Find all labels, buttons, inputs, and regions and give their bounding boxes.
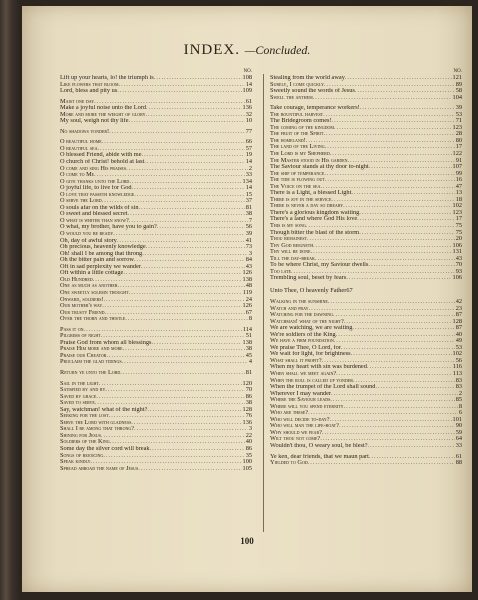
entry-page-number: 47 [455,183,462,190]
entry-title: O what, my brother, have you to gain? [60,224,157,231]
entry-page-number: 40 [245,439,252,446]
entry-title: O church of Christ! behold at last [60,159,145,166]
leader-dots [129,118,245,125]
entry-title: Surely, I come quickly [270,81,324,88]
title-subtitle: —Concluded. [244,43,311,57]
entry-title: Oh precious, heavenly knowledge [60,244,146,251]
leader-dots [117,88,241,95]
entry-title: The Saviour stands at thy door to-night [270,164,369,171]
entry-title: O come to Me [60,172,95,179]
index-entry [270,286,462,295]
entry-page-number: 107 [452,164,462,171]
entry-title: Yielded to God [270,460,308,467]
entry-page-number: 131 [452,249,462,256]
entry-title: There's a land where God His love [270,216,358,223]
entry-page-number: 108 [242,75,252,81]
entry-page-number: 134 [242,178,252,185]
entry-title: The Lord is my Shepherd [270,151,330,158]
index-page [22,6,472,592]
entry-page-number: 23 [455,305,462,312]
entry-title: Make a joyful noise unto the Lord [60,105,147,112]
entry-title: Who are these? [270,410,309,417]
entry-title: Like flowers that bloom [60,81,119,88]
entry-title: Our mother's way [60,303,103,310]
entry-title: Pass it on [60,326,84,333]
entry-title: Praise our Creator [60,352,107,359]
entry-title: There is a Light, a blessed Light [270,190,352,197]
entry-title: Where will you spend eternity [270,403,344,410]
entry-page-number: 80 [455,137,462,144]
entry-page-number: 2 [458,390,462,397]
entry-page-number: 40 [455,331,462,338]
entry-page-number: 17 [455,144,462,151]
entry-title: Praise Him more and more [60,346,123,353]
entry-page-number: 81 [245,369,252,376]
entry-title: Over the thorn and thistle [60,316,126,323]
entry-title: The Master stood in His garden [270,157,348,164]
entry-title: The Bridegroom comes! [270,118,332,125]
entry-page-number: 14 [245,159,252,166]
entry-page-number: 116 [452,364,462,371]
entry-title: Wherever I may wander [270,390,332,397]
index-entry [60,118,252,125]
entry-page-number: 33 [455,442,462,449]
entry-title: Oh the bitter pain and sorrow [60,257,134,264]
entry-page-number: 56 [455,357,462,364]
entry-page-number: 64 [455,436,462,443]
entry-page-number: 61 [455,453,462,460]
entry-page-number: 75 [455,229,462,236]
entry-title: No shadows yonder! [60,128,110,135]
entry-page-number: 7 [248,217,252,224]
entry-page-number: 8 [248,316,252,323]
entry-page-number: 128 [452,318,462,325]
entry-page-number: 67 [346,286,353,294]
index-entry [270,275,462,282]
entry-page-number: 32 [245,111,252,118]
entry-page-number: 114 [242,326,252,333]
entry-title: O joyful life, to live for God [60,185,132,192]
leader-dots [109,129,245,136]
entry-title: When my heart with sin was burdened [270,364,367,371]
leader-dots [125,316,248,323]
entry-title: The tide is flowing out [270,177,325,184]
entry-title: Lord, bless and pity us [60,88,118,95]
title-text: INDEX. [183,42,240,58]
entry-page-number: 39 [245,231,252,238]
entry-title: When shall we meet again? [270,370,337,377]
entry-title: What shall it profit? [270,357,322,364]
entry-title: The bountiful harvest [270,111,324,118]
entry-title: The fruit of the Spirit [270,131,324,138]
entry-page-number: 58 [455,88,462,95]
entry-page-number: 126 [242,303,252,310]
entry-page-number: 49 [455,338,462,345]
entry-page-number: 70 [245,387,252,394]
entry-page-number: 87 [455,312,462,319]
entry-page-number: 67 [245,309,252,316]
entry-title: Shall I be among that throng? [60,426,135,433]
entry-title: Speak kindly [60,459,91,466]
entry-title: Take courage, temperance workers! [270,105,360,112]
entry-title: Sweetly sound the words of Jesus [270,88,355,95]
leader-dots [138,466,241,473]
entry-page-number: 106 [452,242,462,249]
entry-title: More and more the weight of glory [60,111,146,118]
entry-title: This is my song [270,223,306,230]
entry-page-number: 113 [452,370,462,377]
entry-page-number: 85 [455,397,462,404]
entry-title: Return ye unto the Lord [60,369,121,376]
entry-page-number: 53 [455,111,462,118]
index-entry [60,370,252,377]
entry-title: Why should we fear? [270,429,322,436]
entry-page-number: 4 [248,359,252,366]
entry-page-number: 59 [455,429,462,436]
entry-title: Spread abroad the name of Jesus [60,465,139,472]
entry-title: We wait for light, for brightness [270,351,351,358]
entry-page-number: 128 [242,406,252,413]
entry-title: To be where Christ, my Saviour dwells [270,262,369,269]
entry-page-number: 105 [242,465,252,472]
entry-page-number: 41 [245,237,252,244]
entry-page-number: 22 [245,432,252,439]
entry-title: O beautiful sea [60,145,98,152]
entry-page-number: 106 [452,275,462,282]
entry-title: There is joy in the service [270,196,332,203]
entry-title: Wouldn't thou, O weary soul, be blest? [270,442,368,449]
entry-title: Walking in the sunshine [270,298,328,305]
entry-page-number: 70 [455,262,462,269]
entry-title: My soul, weigh not thy life [60,118,129,125]
entry-page-number: 10 [245,118,252,125]
entry-page-number: 83 [455,377,462,384]
index-entry [270,95,462,102]
entry-page-number: 109 [242,88,252,95]
entry-page-number: 39 [455,105,462,112]
entry-title: Watching for the dawning [270,312,334,319]
entry-title: Who will decide to-day? [270,416,330,423]
entry-title: One as much as another [60,283,118,290]
entry-title: There's a glorious kingdom waiting [270,209,360,216]
entry-title: We are watching, we are waiting [270,325,353,332]
leader-dots [122,359,248,366]
entry-page-number: 53 [455,344,462,351]
index-column-right [270,68,462,467]
entry-page-number: 93 [455,268,462,275]
entry-title: Serve the Lord with gladness [60,419,132,426]
entry-title: Oft within a little cottage [60,270,124,277]
entry-title: Satisfied by and by [60,387,106,394]
entry-title: The Voice on the sea [270,183,321,190]
entry-page-number: 48 [245,283,252,290]
entry-title: Till the day-break [270,255,315,262]
entry-title: We're soldiers of the King [270,331,336,338]
entry-title: Who will man the life-boat? [270,423,339,430]
entry-title: Saved by grace [60,393,97,400]
entry-title: Some day the silver cord will break [60,445,150,452]
entry-page-number: 38 [245,211,252,218]
entry-title: Soldiers of the King [60,439,110,446]
entry-title: Our trusty Friend [60,309,105,316]
entry-page-number: 24 [245,296,252,303]
entry-title: Seeking for the lost [60,413,109,420]
entry-title: When the trumpet of the Lord shall sound [270,384,376,391]
entry-title: Watchman! what of the night? [270,318,344,325]
column-no-label: NO. [243,69,252,74]
entry-page-number: 3 [248,250,252,257]
entry-title: We have a firm foundation [270,338,334,345]
entry-title: Where the Saviour leads [270,397,331,404]
index-column-left [60,68,252,472]
entry-page-number: 73 [245,244,252,251]
entry-page-number: 35 [245,452,252,459]
entry-page-number: 38 [245,346,252,353]
entry-page-number: 90 [455,423,462,430]
entry-page-number: 20 [455,236,462,243]
index-entry [60,88,252,95]
entry-title: Shining for Jesus [60,432,101,439]
entry-title: O come and sing His praises [60,165,127,172]
entry-page-number: 37 [245,198,252,205]
entry-title: Old Hundred [60,276,93,283]
entry-page-number: 91 [455,157,462,164]
entry-title: Stealing from the world away [270,75,345,81]
entry-title: Trembling soul, beset by fears [270,275,347,282]
index-entry [60,129,252,136]
entry-page-number: 15 [245,191,252,198]
entry-title: Praise God from whom all blessings [60,339,152,346]
entry-page-number: 75 [455,223,462,230]
entry-title: Swell the anthem [270,94,313,101]
entry-page-number: 14 [245,81,252,88]
entry-title: O souls afar on the wilds of sin [60,204,139,211]
entry-page-number: 122 [452,151,462,158]
entry-title: Thy will be done [270,249,311,256]
entry-title: Oh! shall I be among that throng [60,250,143,257]
entry-title: Oft in sad perplexity we wander [60,263,141,270]
entry-page-number: 81 [245,204,252,211]
entry-title: O love that passeth knowledge [60,191,135,198]
entry-page-number: 83 [455,384,462,391]
entry-page-number: 77 [245,128,252,135]
leader-dots [120,370,244,377]
entry-page-number: 102 [452,203,462,210]
entry-title: O would you be ready [60,231,114,238]
entry-page-number: 61 [245,98,252,105]
entry-page-number: 33 [245,172,252,179]
entry-title: Songs of rejoicing [60,452,104,459]
entry-title: O give thanks unto the Lord [60,178,130,185]
entry-page-number: 2 [248,165,252,172]
entry-page-number: 56 [245,224,252,231]
entry-title: Say, watchman! what of the night? [60,406,148,413]
entry-page-number: 101 [452,416,462,423]
entry-page-number: 14 [245,185,252,192]
entry-page-number: 57 [245,145,252,152]
leader-dots [308,460,455,467]
entry-title: Thou remainest [270,236,307,243]
entry-page-number: 138 [242,276,252,283]
entry-title: Pilgrims of night [60,333,101,340]
entry-title: Saved to serve [60,400,95,407]
index-entry [60,316,252,323]
entry-page-number: 123 [452,209,462,216]
entry-title: Thy God reigneth [270,242,314,249]
entry-title: Onward, soldiers! [60,296,104,303]
entry-title: Though bitter the blast of the storm [270,229,360,236]
entry-title: The ship of temperance [270,170,325,177]
entry-title: Wilt thou not come? [270,436,321,443]
entry-title: We praise Thee, O Lord, for [270,344,341,351]
entry-page-number: 66 [245,139,252,146]
entry-title: Unto Thee, O heavenly Father [270,286,347,294]
entry-title: When the roll is called up yonder [270,377,353,384]
page-title [22,42,472,59]
entry-page-number: 123 [452,124,462,131]
entry-page-number: 136 [242,105,252,112]
entry-page-number: 138 [242,339,252,346]
index-entry [270,460,462,467]
entry-page-number: 136 [242,419,252,426]
leader-dots [368,443,455,450]
entry-page-number: 6 [458,410,462,417]
entry-page-number: 120 [242,380,252,387]
entry-title: The land of the Living [270,144,325,151]
entry-title: Maist one day [60,98,95,105]
entry-page-number: 86 [245,393,252,400]
entry-title: Watch and pray [270,305,309,312]
entry-page-number: 43 [455,255,462,262]
entry-title: O beautiful home [60,139,102,146]
page-number: 100 [240,536,254,546]
entry-page-number: 17 [455,216,462,223]
entry-page-number: 121 [452,75,462,81]
entry-page-number: 51 [245,333,252,340]
leader-dots [346,275,451,282]
entry-title: O serve the Lord [60,198,102,205]
column-divider [263,74,264,532]
entry-page-number: 42 [455,298,462,305]
index-entry [270,443,462,450]
entry-page-number: 43 [245,263,252,270]
entry-page-number: 8 [458,403,462,410]
entry-page-number: 84 [245,257,252,264]
entry-page-number: 102 [452,351,462,358]
entry-page-number: 13 [455,190,462,197]
entry-title: Lift up your hearts, lo! the triumph is [60,75,154,81]
entry-page-number: 18 [455,196,462,203]
entry-page-number: 126 [242,270,252,277]
entry-title: Sail in the light [60,380,99,387]
entry-page-number: 119 [242,289,252,296]
entry-title: O blessed Friend, abide with me [60,152,142,159]
entry-title: The homeland! [270,137,306,144]
entry-page-number: 99 [455,170,462,177]
entry-page-number: 100 [242,459,252,466]
entry-page-number: 104 [452,94,462,101]
entry-title: Proclaim the glad tidings [60,359,122,366]
entry-page-number: 87 [455,325,462,332]
entry-page-number: 86 [245,445,252,452]
entry-title: There is never a day so dreary [270,203,344,210]
entry-page-number: 38 [245,400,252,407]
entry-page-number: 89 [455,81,462,88]
index-entry [60,359,252,366]
entry-title: The coming of the kingdom [270,124,334,131]
entry-title: Oh, day of awful story [60,237,117,244]
entry-page-number: 76 [245,413,252,420]
entry-page-number: 3 [248,426,252,433]
column-no-label: NO. [453,69,462,74]
entry-page-number: 16 [455,177,462,184]
entry-title: O sweet and blessed secret [60,211,128,218]
entry-title: Too late [270,268,291,275]
entry-page-number: 28 [455,131,462,138]
entry-title: O what is whiter than snow? [60,217,129,224]
entry-page-number: 71 [455,118,462,125]
entry-title: One sweetly solemn thought [60,289,129,296]
leader-dots [313,95,452,102]
index-entry [60,466,252,473]
entry-page-number: 45 [245,352,252,359]
entry-page-number: 88 [455,460,462,467]
entry-page-number: 19 [245,152,252,159]
entry-title: Ye ken, dear friends, that we maun part [270,453,369,460]
